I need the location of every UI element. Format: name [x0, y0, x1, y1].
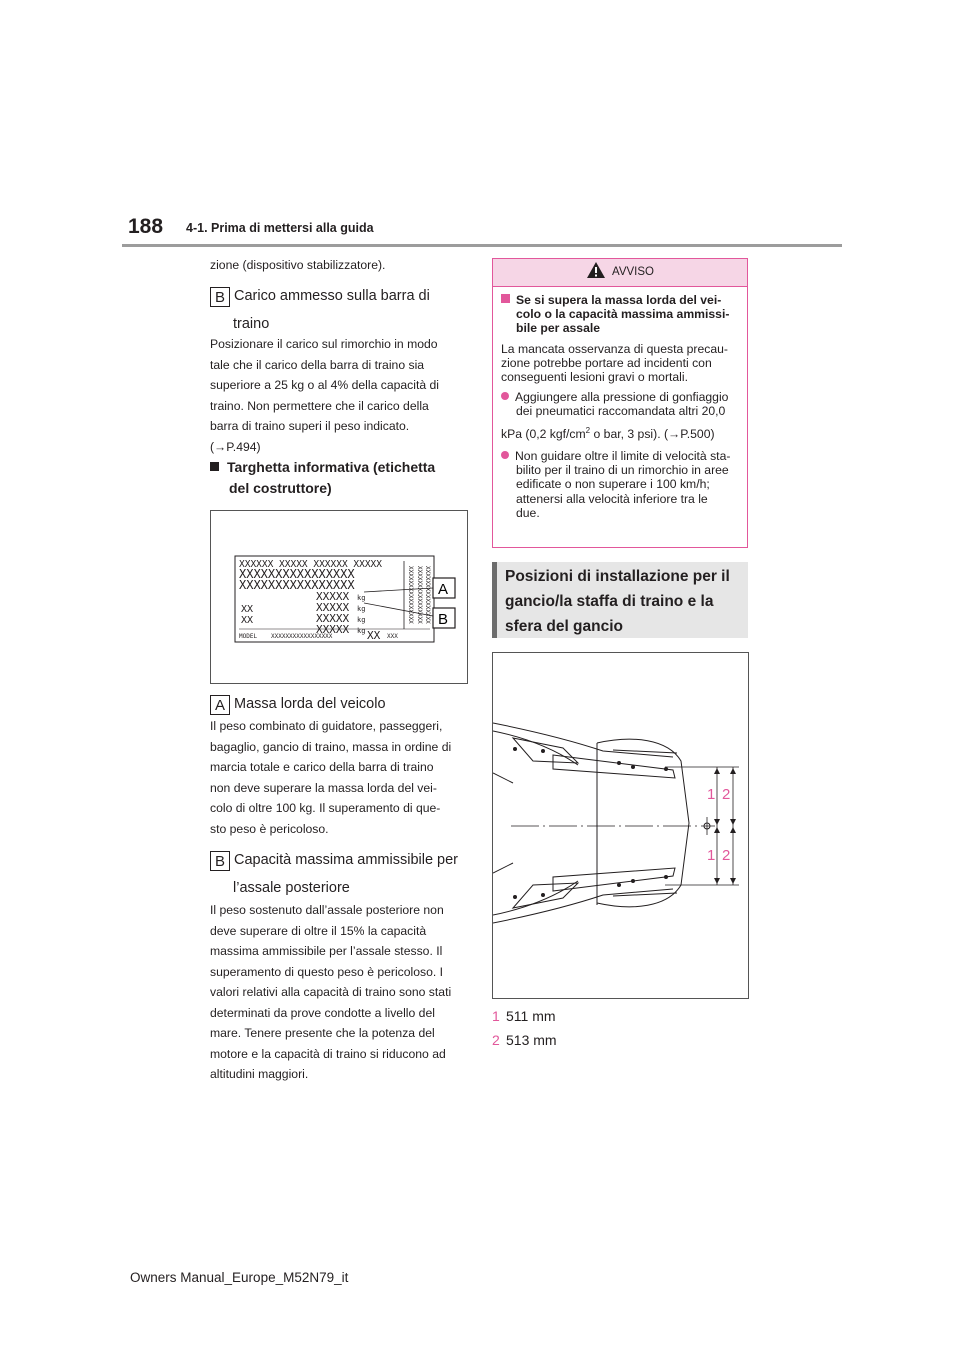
text-line: motore e la capacità di traino si riducono ad	[210, 1046, 446, 1061]
header-rule	[122, 244, 842, 247]
diagram-label-2: 2	[722, 786, 731, 803]
subsection-title: Capacità massima ammissibile per	[234, 852, 459, 868]
text-line: gancio/la staffa di traino e la	[505, 593, 714, 610]
text-line: (→P.494)	[210, 439, 261, 454]
text-line: edificate o non superare i 100 km/h;	[516, 477, 710, 492]
subsection-title-cont: traino	[233, 316, 270, 332]
text-line: deve superare di oltre il 15% la capacità	[210, 923, 427, 938]
A-paragraph	[210, 716, 451, 839]
text-line: colo o la capacità massima ammissi-	[516, 307, 730, 322]
subsection-B-axle	[210, 846, 458, 874]
B1-paragraph	[210, 334, 439, 457]
vehicle-underbody-illustration	[493, 653, 748, 998]
bullet-dot-icon	[501, 451, 509, 459]
text-line: traino. Non permettere che il carico della	[210, 398, 429, 413]
diagram-label-2: 2	[722, 847, 731, 864]
text-line: barra di traino superi il peso indicato.	[210, 419, 410, 433]
plate-figure	[210, 510, 468, 684]
text-line: superamento di questo peso è pericoloso. I	[210, 964, 444, 979]
square-bullet-icon	[210, 462, 219, 471]
text-line: Il peso combinato di guidatore, passeggeri,	[210, 719, 443, 733]
plate-kg-unit: kg	[357, 605, 366, 613]
warning-box	[492, 258, 748, 548]
warning-bullet-1-last	[501, 424, 737, 441]
text-line: zione potrebbe portare ad incidenti con	[501, 355, 712, 370]
plate-model-value: XXXXXXXXXXXXXXXXX	[271, 633, 333, 640]
text-line: conseguenti lesioni gravi o mortali.	[501, 370, 688, 385]
key-B: B	[210, 851, 230, 871]
text-line: marcia totale e carico della barra di traino	[210, 760, 434, 774]
callout-B: B	[438, 611, 449, 628]
text-line: non deve superare la massa lorda del vei-	[210, 780, 437, 795]
callout-A: A	[438, 581, 449, 598]
plate-kg-unit: kg	[357, 627, 366, 635]
text-line: dei pneumatici raccomandata altri 20,0	[516, 404, 726, 419]
plate-kg-unit: kg	[357, 616, 366, 624]
text-line: Non guidare oltre il limite di velocità sta-	[515, 448, 731, 463]
warning-bullet-2	[501, 449, 737, 520]
text-line: Aggiungere alla pressione di gonfiaggio	[515, 390, 729, 405]
text-line: Posizionare il carico sul rimorchio in modo	[210, 337, 438, 351]
measure-item	[492, 1004, 557, 1028]
diagram-label-1: 1	[707, 847, 716, 864]
section-title	[492, 562, 748, 638]
plate-xx-1: XX	[241, 604, 254, 615]
plate-vertical-2: XXXXXXXXXXXXXXXX	[416, 566, 423, 624]
manufacturer-plate-illustration	[211, 511, 467, 683]
subsection-B-towbar	[210, 282, 430, 310]
measure-number: 2	[492, 1032, 500, 1048]
superscript: 2	[585, 425, 591, 435]
text-line: determinati da prove condotte a livello del	[210, 1005, 435, 1020]
warning-paragraph	[501, 342, 737, 385]
key-A: A	[210, 695, 230, 715]
footer-text: Owners Manual_Europe_M52N79_it	[130, 1270, 349, 1285]
text-line: Posizioni di installazione per il	[505, 568, 730, 585]
warning-heading	[501, 293, 737, 336]
text-line: altitudini maggiori.	[210, 1067, 309, 1081]
key-B: B	[210, 287, 230, 307]
measure-value: 511 mm	[506, 1008, 556, 1024]
plate-kg-3: XXXXX	[316, 612, 350, 625]
page-number: 188	[128, 215, 164, 238]
text-line: bagaglio, gancio di traino, massa in ordine di	[210, 739, 452, 754]
text-line: colo di oltre 100 kg. Il superamento di que-	[210, 801, 441, 815]
intro-text: zione (dispositivo stabilizzatore).	[210, 258, 386, 272]
measure-value: 513 mm	[506, 1032, 557, 1048]
square-bullet-icon	[501, 294, 510, 303]
warning-header	[493, 259, 747, 287]
subsection-title-cont: l’assale posteriore	[233, 880, 350, 896]
subsection-title: Massa lorda del veicolo	[234, 696, 386, 712]
text-line: bilito per il traino di un rimorchio in aree	[516, 463, 729, 478]
text-line: mare. Tenere presente che la potenza del	[210, 1026, 435, 1040]
plate-model: MODEL	[239, 633, 258, 640]
plate-kg-1: XXXXX	[316, 590, 350, 603]
bullet-dot-icon	[501, 392, 509, 400]
text-line: kPa (0,2 kgf/cm	[501, 426, 586, 441]
warning-triangle-icon	[586, 261, 606, 279]
text-line: due.	[516, 505, 540, 520]
B2-paragraph	[210, 900, 451, 1085]
plate-vertical-1: XXXXXXXXXXXXXXXX	[407, 566, 414, 624]
warning-title: AVVISO	[612, 266, 654, 278]
subsection-A-gross-mass	[210, 690, 386, 718]
plate-row1: XXXXXX XXXXX XXXXXX XXXXX	[239, 559, 382, 570]
text-line: sto peso è pericoloso.	[210, 821, 329, 836]
plate-kg-4: XXXXX	[316, 623, 350, 636]
text-line: La mancata osservanza di questa precau-	[501, 341, 728, 356]
plate-model-xx: XX	[367, 629, 381, 642]
measure-number: 1	[492, 1008, 500, 1024]
text-line: sfera del gancio	[505, 618, 624, 635]
text-line: superiore a 25 kg o al 4% della capacità di	[210, 378, 439, 392]
warning-body	[493, 287, 747, 520]
heading-line: Targhetta informativa (etichetta	[227, 459, 436, 475]
text-line: bile per assale	[516, 321, 601, 336]
plate-heading	[210, 457, 435, 499]
plate-xx-2: XX	[241, 615, 254, 626]
tow-hitch-diagram	[492, 652, 749, 999]
plate-vertical-3: XXXXXXXXXXXXXXXX	[424, 566, 431, 624]
text-line: tale che il carico della barra di traino sia	[210, 357, 425, 372]
text-line: valori relativi alla capacità di traino sono stati	[210, 985, 452, 999]
subsection-title: Carico ammesso sulla barra di	[234, 288, 430, 304]
text-line: attenersi alla velocità inferiore tra le	[516, 491, 708, 506]
text-line: o bar, 3 psi). (→P.500)	[590, 426, 715, 441]
plate-row2: XXXXXXXXXXXXXXXX	[239, 567, 355, 581]
plate-model-tail: XXX	[387, 633, 398, 640]
text-line: Se si supera la massa lorda del vei-	[516, 293, 722, 307]
plate-kg-2: XXXXX	[316, 601, 350, 614]
diagram-label-1: 1	[707, 786, 716, 803]
text-line: Il peso sostenuto dall’assale posteriore non	[210, 903, 444, 917]
text-line: massima ammissibile per l’assale stesso. Il	[210, 944, 443, 958]
plate-kg-unit: kg	[357, 594, 366, 602]
measurements-list	[492, 1004, 557, 1052]
warning-bullet-1	[501, 390, 737, 418]
heading-line: del costruttore)	[229, 480, 332, 496]
measure-item	[492, 1028, 557, 1052]
plate-row3: XXXXXXXXXXXXXXXX	[239, 578, 355, 592]
chapter-title: 4-1. Prima di mettersi alla guida	[186, 221, 374, 235]
